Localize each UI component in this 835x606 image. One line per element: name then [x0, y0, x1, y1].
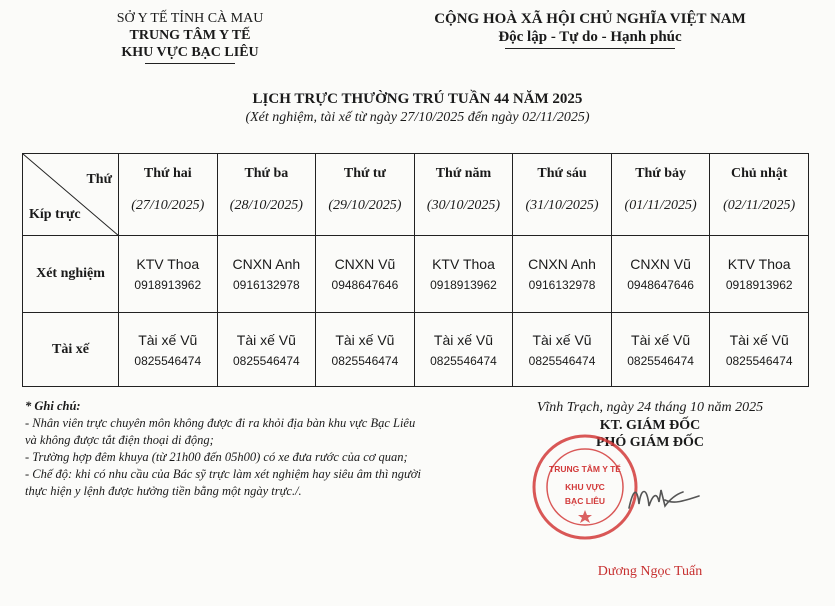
duty-cell — [710, 236, 809, 313]
row-label-lab: Xét nghiệm — [23, 236, 119, 313]
note-line: và không được tắt điện thoại di động; — [25, 433, 214, 447]
country-name: CỘNG HOÀ XÃ HỘI CHỦ NGHĨA VIỆT NAM — [434, 11, 746, 27]
staff-name: CNXN Anh — [232, 256, 301, 272]
note-line: - Nhân viên trực chuyên môn không được đi ra khỏi địa bàn khu vực Bạc Liêu — [25, 416, 416, 430]
corner-top-label: Thứ — [86, 172, 112, 187]
staff-name: Tài xế Vũ — [532, 331, 592, 348]
staff-name: Tài xế Vũ — [433, 331, 494, 348]
document-subtitle: (Xét nghiệm, tài xế từ ngày 27/10/2025 đến ngày 02/11/2025) — [245, 110, 590, 125]
day-date: (31/10/2025) — [525, 197, 599, 213]
table-row — [23, 313, 809, 387]
day-name: Chủ nhật — [730, 165, 788, 181]
day-date: (02/11/2025) — [723, 197, 796, 213]
duty-cell — [316, 313, 415, 387]
staff-phone: 0918913962 — [725, 278, 793, 292]
signer-title-1: KT. GIÁM ĐỐC — [599, 418, 701, 433]
place-date: Vĩnh Trạch, ngày 24 tháng 10 năm 2025 — [536, 400, 764, 415]
day-header — [513, 154, 612, 236]
row-label-driver: Tài xế — [23, 313, 119, 387]
notes-block — [25, 398, 495, 500]
day-name: Thứ năm — [435, 165, 492, 181]
duty-cell — [119, 236, 218, 313]
motto-underline — [505, 48, 675, 49]
official-stamp — [530, 432, 640, 542]
day-header — [316, 154, 415, 236]
signer-title-2: PHÓ GIÁM ĐỐC — [595, 435, 705, 450]
staff-name: KTV Thoa — [727, 256, 791, 272]
duty-cell — [611, 313, 710, 387]
note-line: - Chế độ: khi có nhu cầu của Bác sỹ trực làm xét nghiệm hay siêu âm thì người — [25, 467, 421, 481]
duty-cell — [217, 236, 316, 313]
corner-diagonal — [23, 154, 119, 236]
center-name-2: KHU VỰC BẠC LIÊU — [121, 45, 259, 60]
staff-name: KTV Thoa — [432, 256, 495, 272]
day-date: (30/10/2025) — [426, 197, 501, 213]
dept-name: SỞ Y TẾ TỈNH CÀ MAU — [116, 11, 264, 26]
staff-phone: 0916132978 — [232, 278, 300, 292]
day-name: Thứ hai — [143, 165, 192, 181]
day-name: Thứ tư — [343, 165, 386, 181]
staff-phone: 0825546474 — [232, 353, 300, 368]
issuer-block — [70, 10, 310, 64]
staff-name: Tài xế Vũ — [236, 331, 296, 348]
day-header — [217, 154, 316, 236]
staff-phone: 0948647646 — [627, 278, 694, 292]
duty-cell — [217, 313, 316, 387]
table-header-row — [23, 154, 809, 236]
note-line: - Trường hợp đêm khuya (từ 21h00 đến 05h00) có xe đưa rước của cơ quan; — [25, 450, 408, 464]
corner-cell — [23, 154, 119, 236]
staff-phone: 0918913962 — [134, 278, 202, 292]
day-name: Thứ ba — [244, 165, 289, 181]
day-date: (28/10/2025) — [229, 197, 303, 213]
issuer-underline — [145, 63, 235, 64]
staff-name: Tài xế Vũ — [138, 331, 198, 348]
day-date: (01/11/2025) — [624, 197, 697, 213]
staff-name: Tài xế Vũ — [729, 331, 789, 348]
stamp-text-1: TRUNG TÂM Y TẾ — [549, 464, 621, 474]
staff-phone: 0825546474 — [725, 353, 793, 368]
staff-phone: 0825546474 — [134, 353, 202, 368]
day-date: (29/10/2025) — [328, 197, 402, 213]
motto: Độc lập - Tự do - Hạnh phúc — [498, 29, 682, 45]
note-line: thực hiện y lệnh được hưởng tiền bằng một ngày trực./. — [25, 484, 302, 498]
day-header — [611, 154, 710, 236]
day-name: Thứ bảy — [635, 165, 686, 181]
day-header — [414, 154, 513, 236]
staff-name: CNXN Vũ — [630, 256, 691, 272]
staff-phone: 0918913962 — [430, 278, 497, 292]
stamp-text-2: KHU VỰC — [565, 482, 605, 492]
staff-phone: 0825546474 — [528, 353, 596, 368]
notes-title: * Ghi chú: — [25, 399, 81, 413]
document-title: LỊCH TRỰC THƯỜNG TRÚ TUẦN 44 NĂM 2025 — [252, 91, 583, 107]
day-header — [710, 154, 809, 236]
duty-cell — [513, 236, 612, 313]
duty-cell — [710, 313, 809, 387]
staff-name: CNXN Vũ — [334, 256, 396, 272]
staff-phone: 0825546474 — [627, 353, 694, 368]
center-name-1: TRUNG TÂM Y TẾ — [129, 28, 251, 43]
duty-cell — [316, 236, 415, 313]
staff-phone: 0825546474 — [430, 353, 497, 368]
staff-phone: 0916132978 — [528, 278, 596, 292]
handwritten-signature — [625, 478, 705, 518]
staff-phone: 0948647646 — [331, 278, 399, 292]
national-heading — [400, 10, 780, 49]
signer-name: Dương Ngọc Tuấn — [597, 564, 703, 579]
day-header — [119, 154, 218, 236]
staff-name: Tài xế Vũ — [335, 331, 395, 348]
duty-cell — [611, 236, 710, 313]
duty-cell — [119, 313, 218, 387]
table-row — [23, 236, 809, 313]
duty-cell — [414, 313, 513, 387]
duty-schedule-table — [22, 153, 809, 387]
stamp-text-3: BẠC LIÊU — [564, 496, 606, 506]
staff-name: CNXN Anh — [528, 256, 596, 272]
corner-bottom-label: Kíp trực — [29, 207, 81, 222]
duty-cell — [414, 236, 513, 313]
staff-name: KTV Thoa — [136, 256, 200, 272]
duty-cell — [513, 313, 612, 387]
day-date: (27/10/2025) — [131, 197, 205, 213]
staff-name: Tài xế Vũ — [631, 331, 691, 348]
staff-phone: 0825546474 — [331, 353, 399, 368]
day-name: Thứ sáu — [537, 165, 587, 181]
